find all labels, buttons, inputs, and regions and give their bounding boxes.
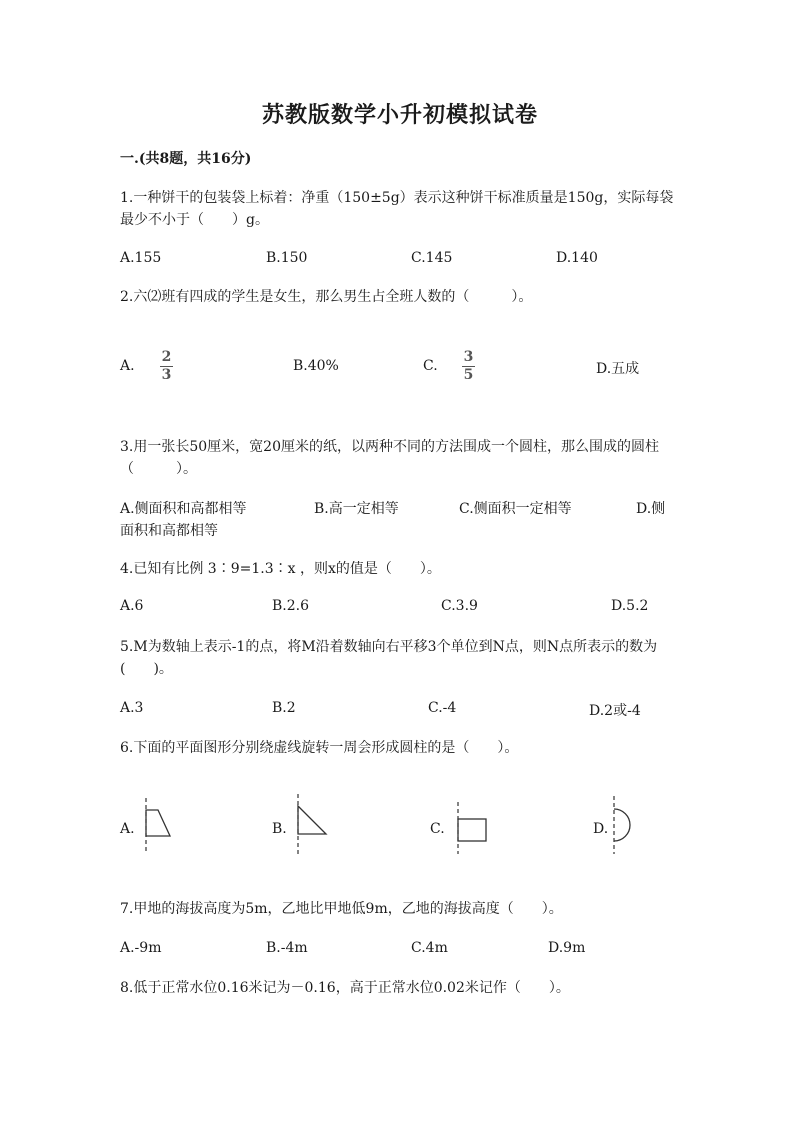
q3-option-d: D.侧 xyxy=(636,501,666,517)
fraction-denominator: 3 xyxy=(161,367,172,383)
q1-option-d: D.140 xyxy=(556,250,598,266)
fraction-numerator: 3 xyxy=(463,349,474,365)
question-8: 8.低于正常水位0.16米记为－0.16，高于正常水位0.02米记作（ ）。 xyxy=(120,980,570,996)
question-3: 3.用一张长50厘米，宽20厘米的纸，以两种不同的方法围成一个圆柱，那么围成的圆柱（ ）。 xyxy=(120,439,659,477)
q3-option-c: C.侧面积一定相等 xyxy=(459,501,572,517)
q4-option-c: C.3.9 xyxy=(441,598,478,614)
q2-option-c: C. xyxy=(423,358,438,374)
page-title: 苏教版数学小升初模拟试卷 xyxy=(261,102,538,128)
q3-option-b: B.高一定相等 xyxy=(314,501,399,517)
question-7: 7.甲地的海拔高度为5m，乙地比甲地低9m，乙地的海拔高度（ ）。 xyxy=(120,901,563,917)
q6-option-c: C. xyxy=(430,821,445,837)
q4-option-b: B.2.6 xyxy=(272,598,310,614)
q5-option-b: B.2 xyxy=(272,700,296,716)
q7-option-b: B.-4m xyxy=(266,940,308,956)
q3-option-d-continued: 面积和高都相等 xyxy=(120,523,218,539)
q2-option-b: B.40% xyxy=(293,358,339,374)
q6-option-d: D. xyxy=(593,821,609,837)
question-4: 4.已知有比例 3∶9=1.3∶x ，则x的值是（ ）。 xyxy=(120,561,441,577)
q1-option-a: A.155 xyxy=(120,250,162,266)
question-5: 5.M为数轴上表示-1的点，将M沿着数轴向右平移3个单位到N点，则N点所表示的数为( )。 xyxy=(120,639,658,677)
question-2: 2.六⑵班有四成的学生是女生，那么男生占全班人数的（ ）。 xyxy=(120,289,533,305)
rectangle-icon xyxy=(450,800,490,856)
q4-option-d: D.5.2 xyxy=(611,598,649,614)
q6-option-a: A. xyxy=(120,821,135,837)
fraction-numerator: 2 xyxy=(161,349,172,365)
q1-option-c: C.145 xyxy=(411,250,453,266)
q7-option-a: A.-9m xyxy=(120,940,162,956)
q5-option-d: D.2或-4 xyxy=(589,703,641,719)
semicircle-icon xyxy=(606,794,642,856)
q2-option-d: D.五成 xyxy=(596,361,640,377)
q4-option-a: A.6 xyxy=(120,598,144,614)
q2-fraction-three-fifths xyxy=(462,350,475,383)
q5-option-a: A.3 xyxy=(120,700,144,716)
fraction-denominator: 5 xyxy=(463,367,474,383)
question-6: 6.下面的平面图形分别绕虚线旋转一周会形成圆柱的是（ ）。 xyxy=(120,740,519,756)
section-heading: 一.(共8题，共16分) xyxy=(120,151,252,167)
q1-option-b: B.150 xyxy=(266,250,308,266)
q3-option-a: A.侧面积和高都相等 xyxy=(120,501,247,517)
q5-option-c: C.-4 xyxy=(428,700,457,716)
q2-option-a: A. xyxy=(120,358,135,374)
q7-option-d: D.9m xyxy=(548,940,586,956)
q6-option-b: B. xyxy=(272,821,287,837)
triangle-icon xyxy=(290,792,330,856)
question-1: 1.一种饼干的包装袋上标着：净重（150±5g）表示这种饼干标准质量是150g，实际每袋最少不小于（ ）g。 xyxy=(120,190,674,228)
q2-fraction-two-thirds xyxy=(160,350,173,383)
trapezoid-icon xyxy=(138,796,178,856)
q7-option-c: C.4m xyxy=(411,940,448,956)
